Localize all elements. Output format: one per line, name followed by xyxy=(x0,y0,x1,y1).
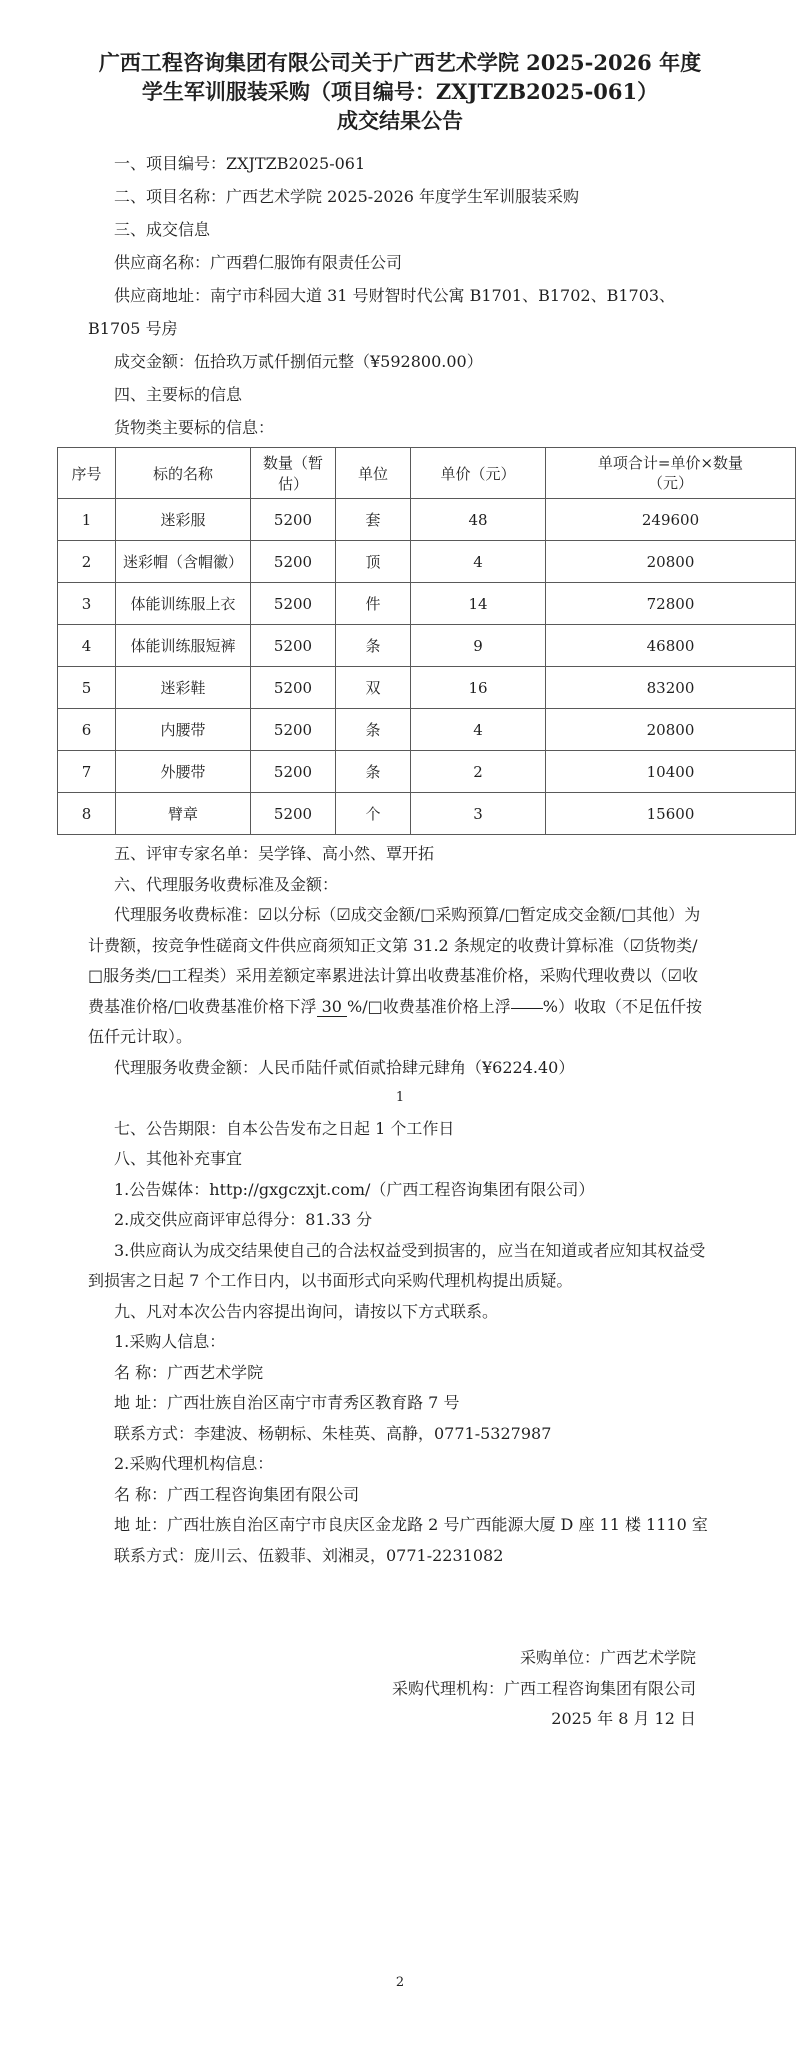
header-subtotal xyxy=(546,448,796,499)
agency-info-heading: 2.采购代理机构信息： xyxy=(114,1454,274,1473)
table-row: 3 体能训练服上衣 5200 件 14 72800 xyxy=(58,583,796,625)
table-row: 6 内腰带 5200 条 4 20800 xyxy=(58,709,796,751)
table-row: 7 外腰带 5200 条 2 10400 xyxy=(58,751,796,793)
fee-text-segment: %）收取（不足伍仟按伍仟元计取）。 xyxy=(88,996,702,1046)
signature-purchaser: 采购单位：广西艺术学院 xyxy=(519,1648,696,1667)
header-unit-price: 单价（元） xyxy=(411,448,546,499)
purchaser-contact-line: 联系方式：李建波、杨朝标、朱桂英、高静，0771-5327987 xyxy=(114,1423,552,1443)
table-row: 2 迷彩帽（含帽徽） 5200 顶 4 20800 xyxy=(58,541,796,583)
fee-text-segment: 代理服务收费标准：☑以分标（☑成交金额/□采购预算/□暂定成交金额/□其他）为计费额，按竞争性磋商文件供应商须知正文第 31.2 条规定的收费计算标准（☑货物类/□服务类/□工程类）采用差额定率累进法计算出收费基准价格，采购代理收费以（☑收费基准价格/□收费基准价格下浮 xyxy=(88,905,701,1016)
fee-heading: 六、代理服务收费标准及金额： xyxy=(114,874,339,894)
agency-name-line: 名 称：广西工程咨询集团有限公司 xyxy=(114,1484,360,1504)
goods-table-header xyxy=(58,448,796,499)
table-row: 5 迷彩鞋 5200 双 16 83200 xyxy=(58,667,796,709)
experts-line: 五、评审专家名单：吴学锋、高小然、覃开拓 xyxy=(114,844,435,863)
agency-address-line: 地 址：广西壮族自治区南宁市良庆区金龙路 2 号广西能源大厦 D 座 11 楼 1110 室 xyxy=(114,1515,708,1534)
header-quantity: 数量（暂估） xyxy=(251,448,336,499)
table-row: 8 臂章 5200 个 3 15600 xyxy=(58,793,796,835)
purchaser-address-line: 地 址：广西壮族自治区南宁市青秀区教育路 7 号 xyxy=(114,1393,460,1412)
goods-table xyxy=(57,447,796,835)
table-row: 1 迷彩服 5200 套 48 249600 xyxy=(58,499,796,541)
fee-blank-underline xyxy=(511,992,543,1009)
table-header-row xyxy=(58,448,796,499)
supplier-address-line: 供应商地址：南宁市科园大道 31 号财智时代公寓 B1701、B1702、B1703、B1705 号房 xyxy=(88,286,676,338)
fee-underlined-value: 30 xyxy=(316,996,348,1016)
agency-contact-line: 联系方式：庞川云、伍毅菲、刘湘灵，0771-2231082 xyxy=(114,1545,504,1565)
announcement-period-line: 七、公告期限：自本公告发布之日起 1 个工作日 xyxy=(114,1118,455,1138)
contact-intro-line: 九、凡对本次公告内容提出询问，请按以下方式联系。 xyxy=(114,1301,499,1321)
page-title xyxy=(88,48,712,135)
header-seq: 序号 xyxy=(58,448,116,499)
header-subtotal-line-2: （元） xyxy=(647,474,693,492)
deal-amount-line: 成交金额：伍拾玖万贰仟捌佰元整（¥592800.00） xyxy=(114,352,483,371)
header-item-name: 标的名称 xyxy=(116,448,251,499)
announcement-media-line: 1.公告媒体：http://gxgczxjt.com/（广西工程咨询集团有限公司） xyxy=(114,1179,595,1199)
title-line-3: 成交结果公告 xyxy=(337,108,463,133)
project-number-line: 一、项目编号：ZXJTZB2025-061 xyxy=(114,154,366,173)
signature-agency: 采购代理机构：广西工程咨询集团有限公司 xyxy=(391,1678,696,1698)
purchaser-name-line: 名 称：广西艺术学院 xyxy=(114,1362,264,1382)
header-subtotal-line-1: 单项合计=单价×数量 xyxy=(597,454,744,472)
deal-info-heading: 三、成交信息 xyxy=(114,220,211,239)
main-subject-heading: 四、主要标的信息 xyxy=(114,385,243,404)
review-score-line: 2.成交供应商评审总得分：81.33 分 xyxy=(114,1210,373,1229)
objection-paragraph: 3.供应商认为成交结果使自己的合法权益受到损害的，应当在知道或者应知其权益受到损害之日起 7 个工作日内，以书面形式向采购代理机构提出质疑。 xyxy=(88,1240,706,1290)
header-unit: 单位 xyxy=(336,448,411,499)
table-row: 4 体能训练服短裤 5200 条 9 46800 xyxy=(58,625,796,667)
title-line-2: 学生军训服装采购（项目编号：ZXJTZB2025-061） xyxy=(141,79,659,104)
fee-text-segment: %/□收费基准价格上浮 xyxy=(347,996,511,1016)
fee-amount-line: 代理服务收费金额：人民币陆仟贰佰贰拾肆元肆角（¥6224.40） xyxy=(114,1057,575,1077)
signature-block xyxy=(88,1643,712,1735)
title-line-1: 广西工程咨询集团有限公司关于广西艺术学院 2025-2026 年度 xyxy=(98,50,702,75)
other-matters-heading: 八、其他补充事宜 xyxy=(114,1149,243,1168)
fee-standard-paragraph xyxy=(88,900,712,1053)
project-name-line: 二、项目名称：广西艺术学院 2025-2026 年度学生军训服装采购 xyxy=(114,187,580,206)
supplier-name-line: 供应商名称：广西碧仁服饰有限责任公司 xyxy=(114,253,403,272)
purchaser-info-heading: 1.采购人信息： xyxy=(114,1332,226,1351)
goods-info-label: 货物类主要标的信息： xyxy=(114,418,275,437)
signature-date: 2025 年 8 月 12 日 xyxy=(551,1709,696,1728)
page-number-1: 1 xyxy=(395,1090,405,1105)
page-number-2: 2 xyxy=(395,1975,405,1990)
